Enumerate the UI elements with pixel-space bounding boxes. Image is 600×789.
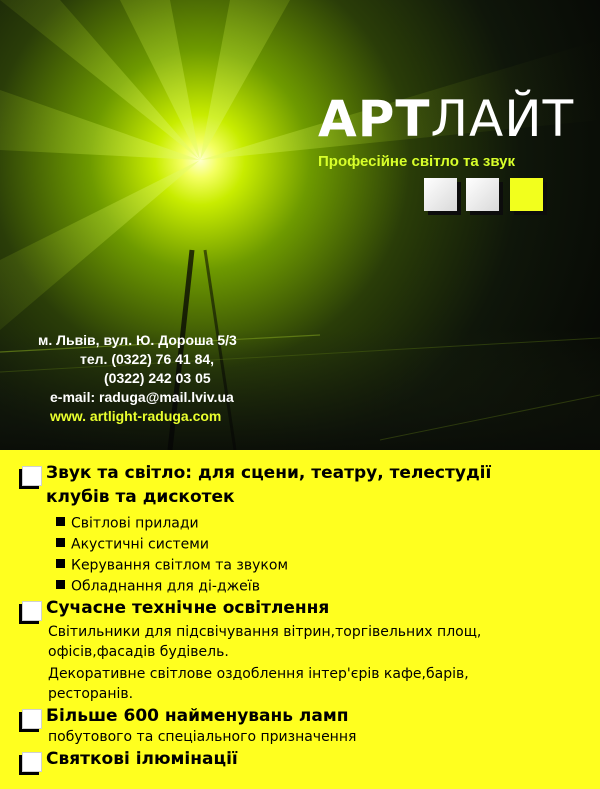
phone-primary: тел. (0322) 76 41 84, bbox=[80, 351, 215, 367]
list-item: Обладнання для ді-джеїв bbox=[56, 576, 260, 596]
section-sound-light-heading-2: клубів та дискотек bbox=[46, 487, 235, 507]
checkbox-icon bbox=[22, 466, 42, 486]
section-sound-light-heading: Звук та світло: для сцени, театру, телестудії bbox=[46, 463, 492, 483]
square-bullet-icon bbox=[56, 517, 65, 526]
logo-square-yellow bbox=[510, 178, 543, 211]
services-panel bbox=[0, 450, 600, 789]
checkbox-icon bbox=[22, 752, 42, 772]
logo-thin-word: ЛАЙТ bbox=[430, 90, 575, 148]
website-link[interactable]: www. artlight-raduga.com bbox=[50, 408, 222, 424]
section-lamps-heading: Більше 600 найменувань ламп bbox=[46, 706, 349, 726]
section-lighting-text: ресторанів. bbox=[48, 686, 134, 702]
section-lamps-text: побутового та спеціального призначення bbox=[48, 729, 357, 745]
list-item: Акустичні системи bbox=[56, 534, 209, 554]
square-bullet-icon bbox=[56, 538, 65, 547]
checkbox-icon bbox=[22, 709, 42, 729]
contact-block bbox=[38, 331, 237, 426]
logo-bold-word: АРТ bbox=[318, 90, 431, 148]
section-lighting-text: офісів,фасадів будівель. bbox=[48, 644, 229, 660]
square-bullet-icon bbox=[56, 580, 65, 589]
section-illumination-heading: Святкові ілюмінації bbox=[46, 749, 238, 769]
phone-secondary: (0322) 242 03 05 bbox=[104, 370, 211, 386]
email-link[interactable]: e-mail: raduga@mail.lviv.ua bbox=[50, 389, 234, 405]
address: м. Львів, вул. Ю. Дороша 5/3 bbox=[38, 332, 237, 348]
checkbox-icon bbox=[22, 601, 42, 621]
logo-square-white bbox=[466, 178, 499, 211]
brand-logo bbox=[318, 88, 575, 150]
brand-tagline: Професійне світло та звук bbox=[318, 153, 516, 170]
section-lighting-text: Світильники для підсвічування вітрин,торгівельних площ, bbox=[48, 624, 482, 640]
section-lighting-heading: Сучасне технічне освітлення bbox=[46, 598, 330, 618]
list-item: Керування світлом та звуком bbox=[56, 555, 288, 575]
logo-square-white bbox=[424, 178, 457, 211]
list-item: Світлові прилади bbox=[56, 513, 199, 533]
square-bullet-icon bbox=[56, 559, 65, 568]
section-lighting-text: Декоративне світлове оздоблення інтер'єрів кафе,барів, bbox=[48, 666, 469, 682]
